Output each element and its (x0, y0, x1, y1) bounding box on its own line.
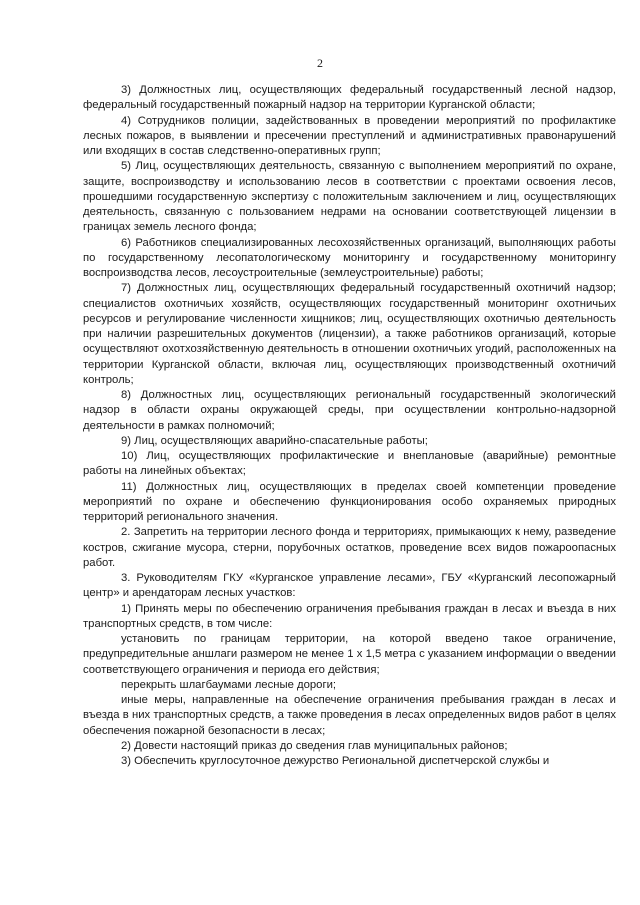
document-body (83, 83, 616, 769)
paragraph-measure-signs: установить по границам территории, на которой введено такое ограничение, предупредительные аншлаги размером не менее 1 х 1,5 метра с указанием информации о введении соответствующего ограничения и периода его действия; (83, 633, 616, 676)
paragraph-subitem-2: 2) Довести настоящий приказ до сведения глав муниципальных районов; (121, 739, 508, 752)
paragraph-item-6: 6) Работников специализированных лесохозяйственных организаций, выполняющих работы по государственному лесопатологическому мониторингу и государственному мониторингу воспроизводства лесов, лесоустроительные (землеустроительные) работы; (83, 236, 616, 279)
paragraph-item-9: 9) Лиц, осуществляющих аварийно-спасательные работы; (121, 434, 428, 447)
paragraph-subitem-3: 3) Обеспечить круглосуточное дежурство Региональной диспетчерской службы и (121, 755, 550, 767)
paragraph-point-3: 3. Руководителям ГКУ «Курганское управление лесами», ГБУ «Курганский лесопожарный центр» и арендаторам лесных участков: (83, 572, 616, 600)
paragraph-item-5: 5) Лиц, осуществляющих деятельность, связанную с выполнением мероприятий по охране, защите, воспроизводству и использованию лесов в соответствии с проектами освоения лесов, прошедшими государственную экспертизу с положительным заключением и лиц, осуществляющих деятельность, связанную с пользованием недрами на основании соответствующей лицензии в границах земель лесного фонда; (83, 160, 616, 234)
paragraph-item-4: 4) Сотрудников полиции, задействованных в проведении мероприятий по профилактике лесных пожаров, в выявлении и пресечении преступлений и административных правонарушений или входящих в состав следственно-оперативных групп; (83, 114, 616, 157)
paragraph-item-10: 10) Лиц, осуществляющих профилактические и внеплановые (аварийные) ремонтные работы на линейных объектах; (83, 450, 616, 478)
paragraph-measure-other: иные меры, направленные на обеспечение ограничения пребывания граждан в лесах и въезда в них транспортных средств, а также проведения в лесах определенных видов работ в целях обеспечения пожарной безопасности в лесах; (83, 694, 616, 737)
paragraph-measure-barriers: перекрыть шлагбаумами лесные дороги; (121, 678, 337, 691)
paragraph-point-2: 2. Запретить на территории лесного фонда и территориях, примыкающих к нему, разведение костров, сжигание мусора, стерни, порубочных остатков, проведение всех видов пожароопасных работ. (83, 526, 616, 569)
paragraph-item-7: 7) Должностных лиц, осуществляющих федеральный государственный охотничий надзор; специалистов охотничьих хозяйств, осуществляющих государственный мониторинг охотничьих ресурсов и регулирование численности хищников; лиц, осуществляющих охотничью деятельность при наличии разрешительных документов (лицензии), а также работников организаций, которые осуществляют охотхозяйственную деятельность в отношении охотничьих угодий, расположенных на территории Курганской области, включая лиц, осуществляющих производственный охотничий контроль; (83, 282, 616, 386)
paragraph-subitem-1: 1) Принять меры по обеспечению ограничения пребывания граждан в лесах и въезда в них транспортных средств, в том числе: (83, 602, 616, 630)
paragraph-item-3: 3) Должностных лиц, осуществляющих федеральный государственный лесной надзор, федеральный государственный пожарный надзор на территории Курганской области; (83, 84, 616, 112)
paragraph-item-11: 11) Должностных лиц, осуществляющих в пределах своей компетенции проведение мероприятий по охране и обеспечению функционирования особо охраняемых природных территорий регионального значения. (83, 480, 616, 523)
page-number: 2 (317, 56, 323, 70)
paragraph-item-8: 8) Должностных лиц, осуществляющих региональный государственный экологический надзор в области охраны окружающей среды, при осуществлении контрольно-надзорной деятельности в рамках полномочий; (83, 389, 616, 432)
